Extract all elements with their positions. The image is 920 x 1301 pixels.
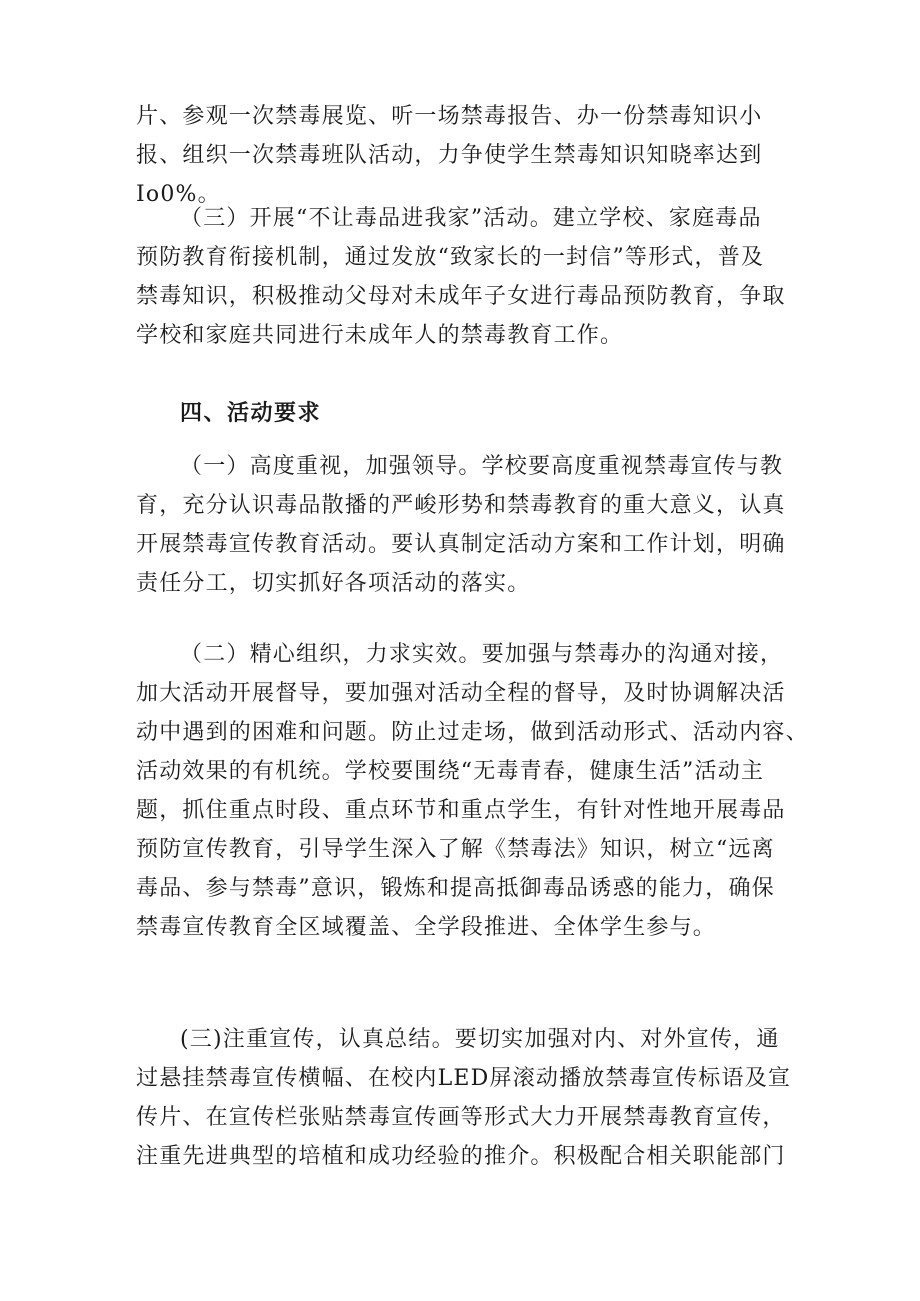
text-line: （二）精心组织，力求实效。要加强与禁毒办的沟通对接， — [180, 642, 784, 667]
text-line: 育，充分认识毒品散播的严峻形势和禁毒教育的重大意义，认真 — [136, 493, 786, 518]
text-line: 报、组织一次禁毒班队活动，力争使学生禁毒知识知晓率达到 — [136, 143, 763, 168]
text-line: 过悬挂禁毒宣传横幅、在校内LED屏滚动播放禁毒宣传标语及宣 — [136, 1066, 792, 1091]
text-line: 禁毒宣传教育全区域覆盖、全学段推进、全体学生参与。 — [136, 915, 717, 940]
text-line: 活动效果的有机统。学校要围绕“无毒青春，健康生活”活动主 — [136, 759, 765, 784]
text-line: 开展禁毒宣传教育活动。要认真制定活动方案和工作计划，明确 — [136, 532, 786, 557]
text-line: 责任分工，切实抓好各项活动的落实。 — [136, 571, 531, 596]
section-heading: 四、活动要求 — [180, 401, 322, 426]
text-line: 加大活动开展督导，要加强对活动全程的督导，及时协调解决活 — [136, 681, 786, 706]
text-line: 注重先进典型的培植和成功经验的推介。积极配合相关职能部门 — [136, 1144, 786, 1169]
text-line: 学校和家庭共同进行未成年人的禁毒教育工作。 — [136, 323, 624, 348]
paragraph-requirement-1 — [136, 447, 796, 603]
text-line: 片、参观一次禁毒展览、听一场禁毒报告、办一份禁毒知识小 — [136, 104, 763, 129]
text-line: （三）开展“不让毒品进我家”活动。建立学校、家庭毒品 — [180, 206, 762, 231]
text-line: Io0%。 — [136, 182, 221, 207]
text-line: 题，抓住重点时段、重点环节和重点学生，有针对性地开展毒品 — [136, 798, 786, 823]
paragraph-activities-continued — [136, 97, 796, 214]
text-line: 毒品、参与禁毒”意识，锻炼和提高抵御毒品诱惑的能力，确保 — [136, 876, 775, 901]
text-line: 传片、在宣传栏张贴禁毒宣传画等形式大力开展禁毒教育宣传， — [136, 1105, 786, 1130]
text-line: 预防宣传教育，引导学生深入了解《禁毒法》知识，树立“远离 — [136, 837, 775, 862]
text-line: (三)注重宣传，认真总结。要切实加强对内、对外宣传，通 — [180, 1027, 780, 1052]
text-line: 禁毒知识，积极推动父母对未成年子女进行毒品预防教育，争取 — [136, 284, 786, 309]
paragraph-requirement-3 — [136, 1020, 796, 1176]
paragraph-requirement-2 — [136, 635, 809, 947]
text-line: 预防教育衔接机制，通过发放“致家长的一封信”等形式，普及 — [136, 245, 765, 270]
text-line: （一）高度重视，加强领导。学校要高度重视禁毒宣传与教 — [180, 454, 784, 479]
paragraph-home-activity — [136, 199, 796, 355]
text-line: 动中遇到的困难和问题。防止过走场，做到活动形式、活动内容、 — [136, 720, 809, 745]
